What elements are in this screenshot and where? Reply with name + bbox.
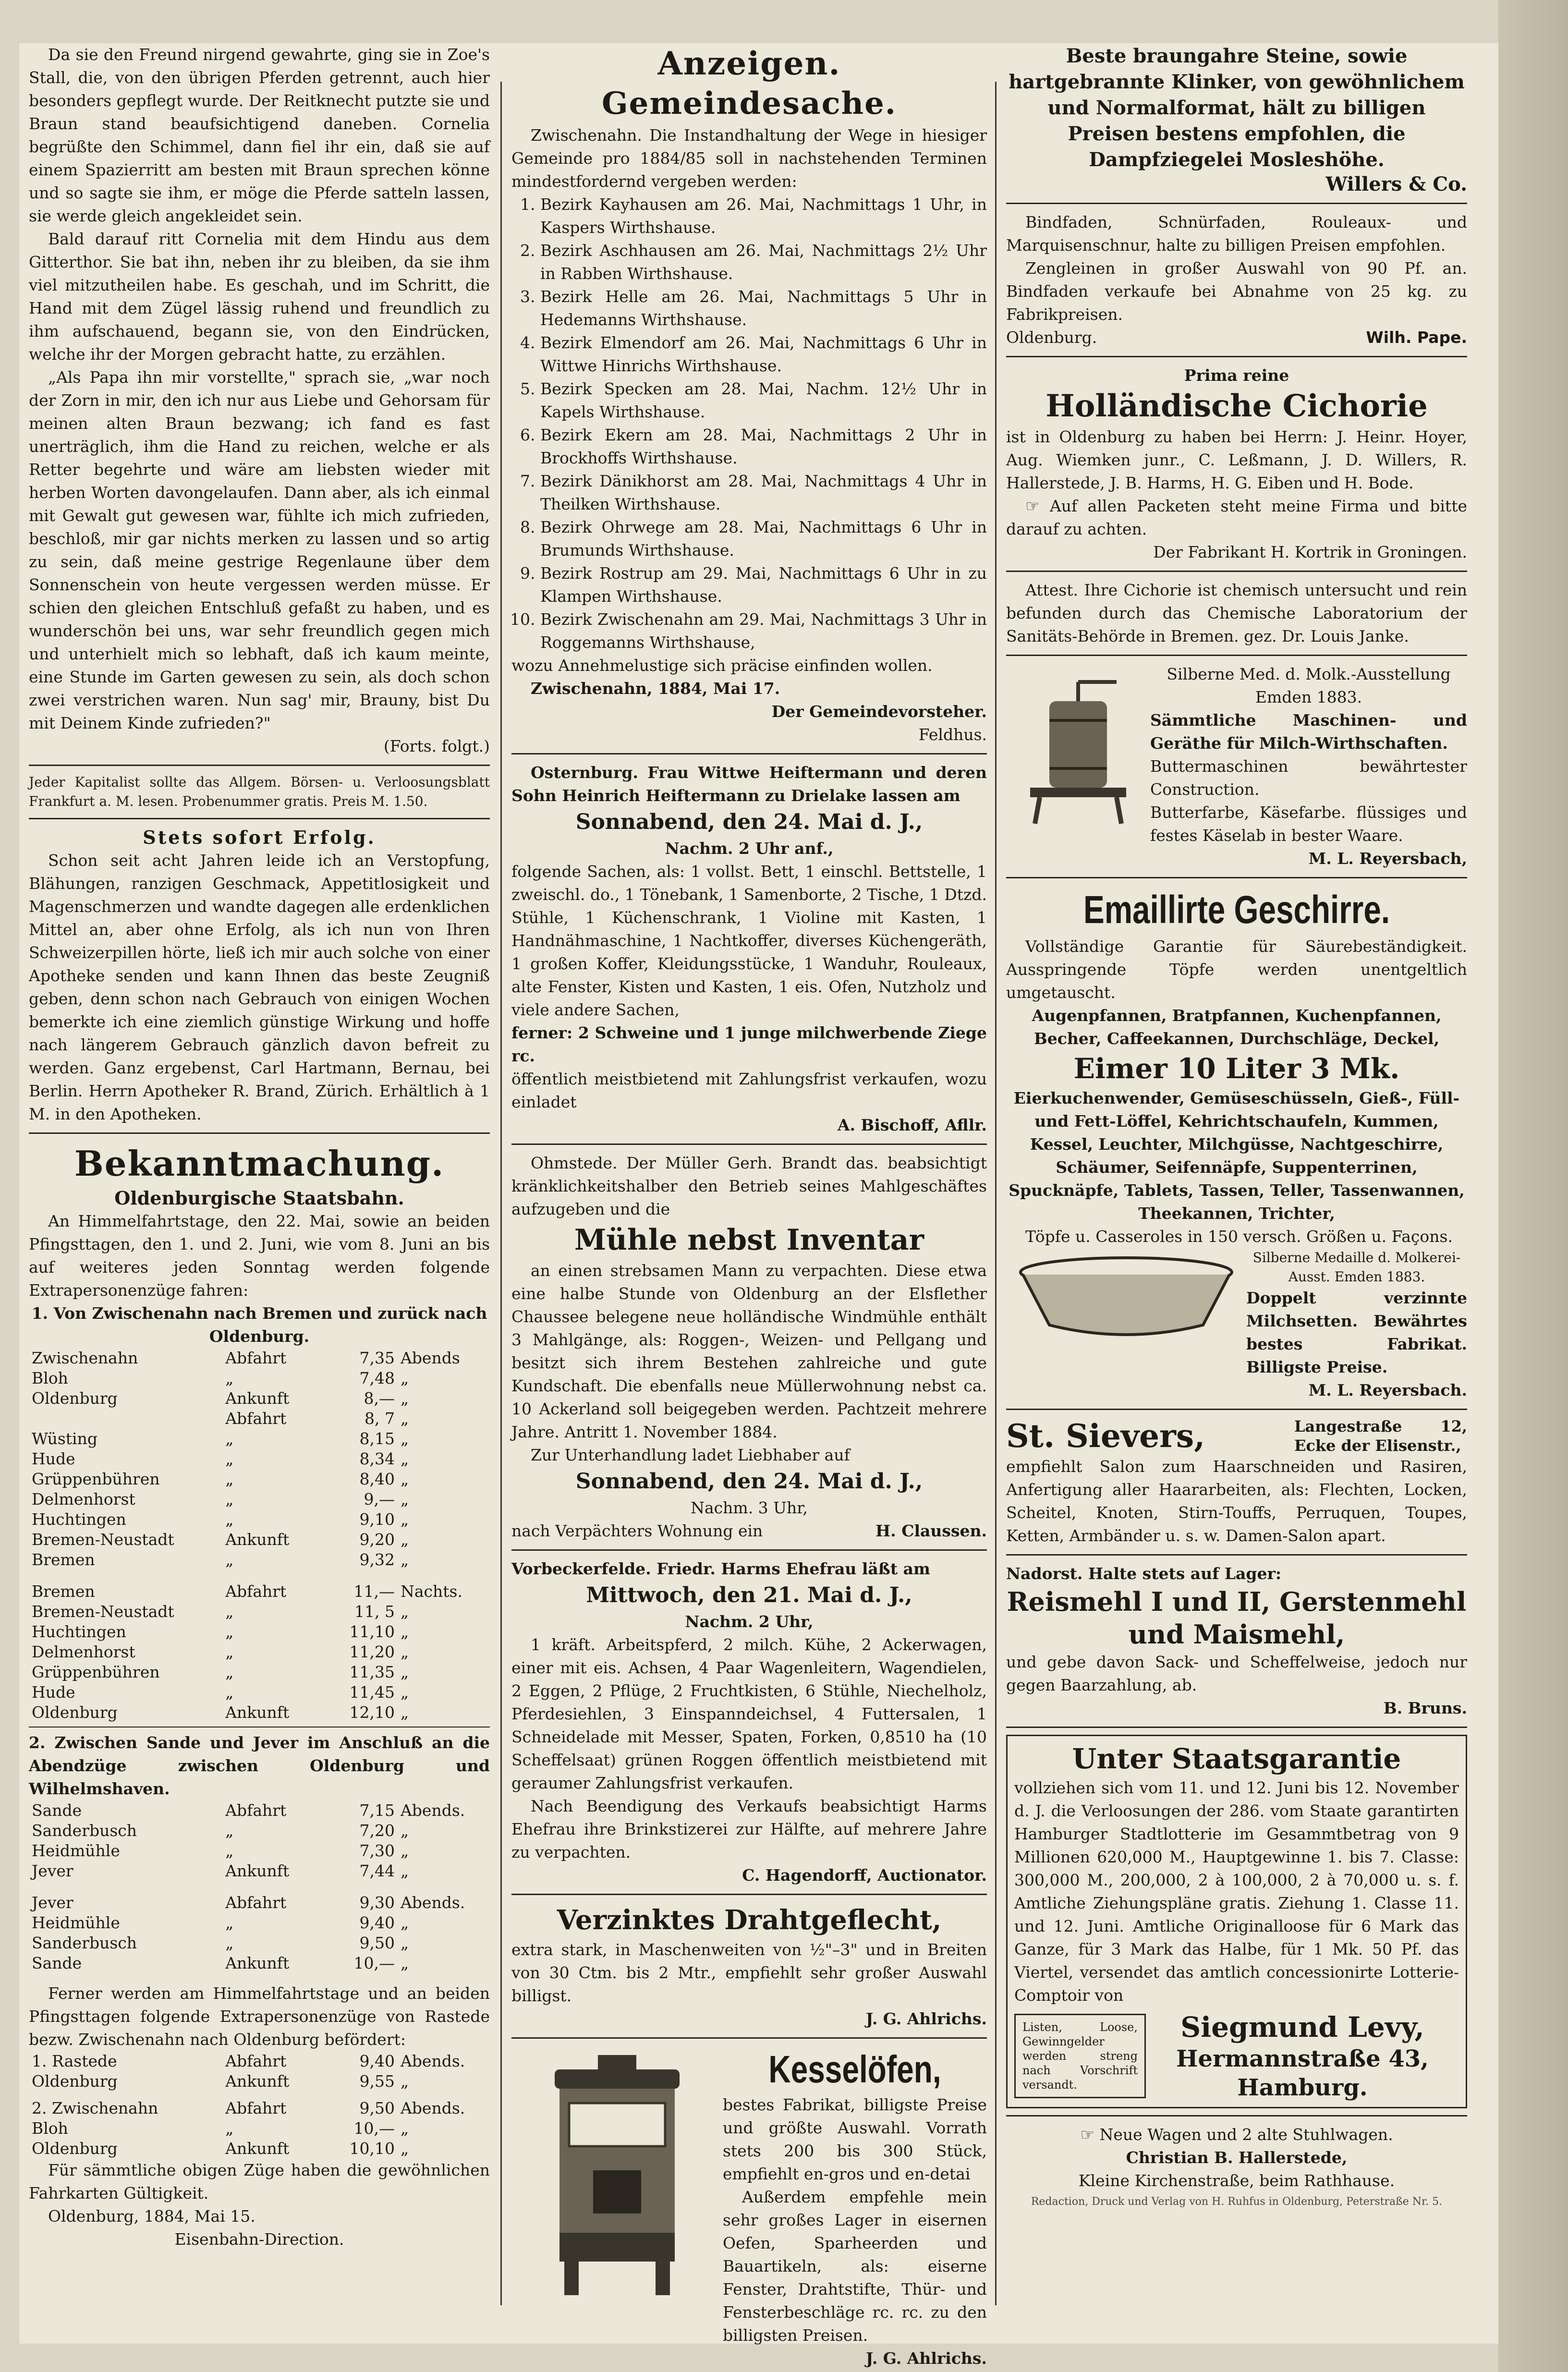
- route-1-heading: 1. Von Zwischenahn nach Bremen und zurück nach Oldenburg.: [31, 1304, 487, 1346]
- gemeindesache-title: Gemeindesache.: [601, 85, 897, 122]
- timetable-cell: Huchtingen: [32, 1622, 126, 1641]
- draht-text: extra stark, in Maschenweiten von ½"–3" und in Breiten von 30 Ctm. bis 2 Mtr., empfiehlt sehr großer Auswahl billigst.: [511, 1940, 987, 2005]
- gemeindesache-name: Feldhus.: [918, 725, 987, 744]
- timetable-cell: „: [400, 1602, 409, 1621]
- timetable-cell: „: [225, 1934, 234, 1952]
- timetable-cell: „: [400, 1530, 409, 1549]
- timetable-cell: Abends.: [400, 1801, 465, 1820]
- timetable-row: [29, 1662, 490, 1682]
- draht-title: Verzinktes Drahtgeflecht,: [557, 1904, 942, 1936]
- bekanntmachung-signature: Eisenbahn-Direction.: [174, 2230, 344, 2249]
- timetable-row: [29, 1530, 490, 1550]
- timetable-cell: 1. Rastede: [32, 2052, 117, 2070]
- timetable-cell: 8, 7: [364, 1409, 395, 1428]
- timetable-row: [29, 1682, 490, 1703]
- timetable-cell: „: [400, 1821, 409, 1840]
- timetable-cell: 9,50: [359, 2099, 395, 2117]
- email-t1: Doppelt verzinnte Milchsetten. Bewährtes bestes Fabrikat. Billigste Preise.: [1246, 1289, 1467, 1376]
- ad-vorbeckerfelde: [511, 1557, 987, 1887]
- butter-churn-icon: [1016, 672, 1141, 826]
- timetable-cell: Zwischenahn: [32, 1349, 138, 1367]
- timetable-cell: 10,—: [353, 2119, 395, 2138]
- ad-bindfaden: [1006, 211, 1467, 349]
- vorbeck-note: Nach Beendigung des Verkaufs beabsichtigt Harms Ehefrau ihre Brinkstizerei zur Hälfte, auf mehrere Jahre zu verpachten.: [511, 1797, 987, 1861]
- timetable-cell: Ankunft: [225, 2139, 290, 2158]
- timetable-cell: Nachts.: [400, 1582, 462, 1601]
- timetable-cell: Ankunft: [225, 1703, 290, 1722]
- timetable-row: [29, 2139, 490, 2159]
- gemeindesache-sign: Der Gemeindevorsteher.: [771, 702, 987, 721]
- timetable-row: [29, 1622, 490, 1642]
- timetable-cell: Sanderbusch: [32, 1821, 137, 1840]
- column-3: [1006, 43, 1467, 2344]
- timetable-cell: 11,45: [349, 1683, 395, 1702]
- story-continued: (Forts. folgt.): [383, 737, 490, 755]
- bekanntmachung: [29, 1141, 490, 2251]
- timetable-cell: [29, 1409, 222, 1429]
- anzeigen-heading: Anzeigen.: [657, 45, 841, 82]
- timetable-row: [29, 1509, 490, 1530]
- timetable-2: [29, 1581, 490, 1723]
- timetable-cell: „: [400, 1470, 409, 1488]
- email-list-2: Eierkuchenwender, Gemüseschüsseln, Gieß-, Füll- und Fett-Löffel, Kehrichtschaufeln, Kummen, Kessel, Leuchter, Milchgüsse, Nachtgeschirre, Schäumer, Seifennäpfe, Suppenterrinen, Spucknäpfe, Tablets, Tassen, Teller, Tassenwannen, Theekannen, Trichter,: [1009, 1089, 1465, 1223]
- timetable-cell: 7,44: [359, 1861, 395, 1880]
- milch-sign: M. L. Reyersbach,: [1308, 849, 1467, 868]
- kessel-text-1: bestes Fabrikat, billigste Preise und größte Auswahl. Vorrath stets 200 bis 300 Stück, empfiehlt en-gros und en-detai: [723, 2095, 987, 2183]
- ad-wagen: [1006, 2123, 1467, 2192]
- timetable-row: [29, 2118, 490, 2139]
- osternburg-time: Nachm. 2 Uhr anf.,: [665, 839, 834, 858]
- timetable-cell: 10,—: [353, 1954, 395, 1972]
- timetable-row: [29, 2071, 490, 2092]
- column-1: [29, 43, 490, 2344]
- timetable-row: [29, 1703, 490, 1723]
- timetable-cell: Oldenburg: [32, 2072, 118, 2091]
- timetable-cell: 8,40: [359, 1470, 395, 1488]
- ad-reismehl: [1006, 1562, 1467, 1720]
- osternburg-head: Osternburg. Frau Wittwe Heiftermann und deren Sohn Heinrich Heiftermann zu Drielake lassen am: [511, 763, 987, 805]
- imprint-footer: Redaction, Druck und Verlag von H. Ruhfus in Oldenburg, Peterstraße Nr. 5.: [1031, 2196, 1443, 2208]
- timetable-cell: Bremen: [32, 1550, 95, 1569]
- timetable-cell: 8,—: [364, 1389, 395, 1408]
- lotto-box: Listen, Loose, Gewinngelder werden streng nach Vorschrift versandt.: [1014, 2014, 1146, 2098]
- timetable-cell: Hude: [32, 1683, 75, 1702]
- timetable-cell: Bremen-Neustadt: [32, 1530, 174, 1549]
- timetable-cell: „: [400, 1841, 409, 1860]
- timetable-cell: „: [225, 1663, 234, 1681]
- timetable-cell: „: [400, 1622, 409, 1641]
- lotto-name: Siegmund Levy,: [1180, 2011, 1424, 2044]
- kessel-sign: J. G. Ahlrichs.: [865, 2349, 987, 2368]
- stove-illustration: [511, 2045, 723, 2305]
- kessel-title: Kesselöfen,: [768, 2048, 941, 2091]
- timetable-row: [29, 1800, 490, 1821]
- reis-head: Nadorst. Halte stets auf Lager:: [1006, 1564, 1282, 1583]
- bind-text-2: Zengleinen in großer Auswahl von 90 Pf. an. Bindfaden verkaufe bei Abnahme von 25 kg. zu Fabrikpreisen.: [1006, 259, 1467, 324]
- timetable-cell: „: [225, 1913, 234, 1932]
- story-paragraph: „Als Papa ihn mir vorstellte," sprach sie, „war noch der Zorn in mir, den ich nur aus Liebe und Gehorsam für meinen alten Braun bezwang; ich fand es fast unerträglich, ihm die Hand zu reichen, welche er als Retter begehrte und wäre am liebsten wieder mit herben Worten davongelaufen. Dann aber, als ich einmal mit Gewalt gut gewesen war, fühlte ich mich zufrieden, beschloß, mir gar nichts merken zu lassen und so artig zu sein, daß meine gestrige Regenlaune über dem Sonnenschein von heute vergessen werden müsse. Er schien den gleichen Entschluß gefaßt zu haben, und es wunderschön bei uns, war sehr freundlich gegen mich und unterhielt mich so lebhaft, daß ich kaum meinte, eine Stunde im Garten gewesen zu sein, als doch schon zwei verstrichen waren. Nun sag' mir, Brauny, bist Du mit Deinem Kinde zufrieden?": [29, 368, 490, 732]
- timetable-cell: Ankunft: [225, 1954, 290, 1972]
- wagen-address: Kleine Kirchenstraße, beim Rathhause.: [1078, 2171, 1395, 2190]
- termin-item: 9. Bezirk Rostrup am 29. Mai, Nachmittags 6 Uhr in zu Klampen Wirthshause.: [540, 562, 987, 608]
- lotto-street: Hermannstraße 43,: [1176, 2045, 1429, 2072]
- timetable-cell: „: [225, 1470, 234, 1488]
- timetable-cell: Abends.: [400, 2052, 465, 2070]
- route-2-heading: 2. Zwischen Sande und Jever im Anschluß an die Abendzüge zwischen Oldenburg und Wilhelmshaven.: [29, 1733, 490, 1798]
- vorbeck-date: Mittwoch, den 21. Mai d. J.,: [586, 1583, 912, 1607]
- timetable-cell: „: [400, 1510, 409, 1529]
- timetable-cell: 11, 5: [354, 1602, 395, 1621]
- timetable-cell: 7,20: [359, 1821, 395, 1840]
- osternburg-date: Sonnabend, den 24. Mai d. J.,: [575, 810, 923, 834]
- ad-muehle: [511, 1152, 987, 1543]
- steine-text: Beste braungahre Steine, sowie hartgebrannte Klinker, von gewöhnlichem und Normalformat, hält zu billigen Preisen bestens empfohlen, die Dampfziegelei Mosleshöhe.: [1009, 45, 1465, 171]
- timetable-row: [29, 2051, 490, 2071]
- timetable-cell: 9,30: [359, 1893, 395, 1912]
- timetable-cell: „: [400, 1369, 409, 1387]
- timetable-cell: „: [225, 1602, 234, 1621]
- attest-text: Attest. Ihre Cichorie ist chemisch untersucht und rein befunden durch das Chemische Laboratorium der Sanitäts-Behörde in Bremen. gez. Dr. Louis Janke.: [1006, 581, 1467, 645]
- timetable-row: [29, 1581, 490, 1602]
- extra-trains-text: Ferner werden am Himmelfahrtstage und an beiden Pfingsttagen folgende Extrapersonenzüge von Rastede bezw. Zwischenahn nach Oldenburg befördert:: [29, 1984, 490, 2049]
- timetable-cell: „: [225, 1642, 234, 1661]
- boersenblatt-notice: Jeder Kapitalist sollte das Allgem. Börsen- u. Verloosungsblatt Frankfurt a. M. lesen. Probenummer gratis. Preis M. 1.50.: [29, 774, 490, 809]
- validity-note: Für sämmtliche obigen Züge haben die gewöhnlichen Fahrkarten Gültigkeit.: [29, 2161, 490, 2202]
- lotto-city: Hamburg.: [1237, 2074, 1368, 2101]
- timetable-cell: 7,35: [359, 1349, 395, 1367]
- timetable-cell: Jever: [32, 1861, 73, 1880]
- timetable-cell: „: [400, 1389, 409, 1408]
- bekanntmachung-date: Oldenburg, 1884, Mai 15.: [48, 2207, 255, 2226]
- cichorie-text: ist in Oldenburg zu haben bei Herrn: J. Heinr. Hoyer, Aug. Wiemken junr., C. Leßmann, J. D. Willers, R. Hallerstede, J. B. Harms, H. G. Eiben und H. Bode.: [1006, 427, 1467, 492]
- timetable-cell: Abends: [400, 1349, 460, 1367]
- muehle-text: an einen strebsamen Mann zu verpachten. Diese etwa eine halbe Stunde von Oldenburg an der Elsflether Chaussee belegene neue holländische Windmühle enthält 3 Mahlgänge, als: Roggen-, Weizen- und Pellgang und besitzt sich ihrem Bestehen zahlreiche und gute Kundschaft. Die ebenfalls neue Müllerwohnung nebst ca. 10 Ackerland soll beigegeben werden. Pachtzeit mehrere Jahre. Antritt 1. November 1884.: [511, 1261, 987, 1441]
- timetable-cell: Huchtingen: [32, 1510, 126, 1529]
- timetable-cell: Grüppenbühren: [32, 1663, 160, 1681]
- timetable-cell: Heidmühle: [32, 1913, 120, 1932]
- gemeindesache-intro: Zwischenahn. Die Instandhaltung der Wege in hiesiger Gemeinde pro 1884/85 soll in nachstehenden Terminen mindestfordernd vergeben werden:: [511, 126, 987, 191]
- bekanntmachung-title: Bekanntmachung.: [74, 1143, 445, 1184]
- timetable-cell: Jever: [32, 1893, 73, 1912]
- timetable-cell: Oldenburg: [32, 1389, 118, 1408]
- timetable-cell: „: [225, 1510, 234, 1529]
- ad-cichorie: [1006, 364, 1467, 564]
- timetable-cell: „: [400, 1934, 409, 1952]
- termin-list: [511, 193, 987, 654]
- timetable-row: [29, 1861, 490, 1881]
- email-sizes: Töpfe u. Casseroles in 150 versch. Größen u. Façons.: [1025, 1227, 1453, 1246]
- timetable-cell: Wüsting: [32, 1429, 97, 1448]
- cichorie-pre: Prima reine: [1184, 366, 1289, 385]
- timetable-cell: Abfahrt: [225, 1349, 287, 1367]
- timetable-cell: Ankunft: [225, 2072, 290, 2091]
- timetable-row: [29, 1449, 490, 1469]
- timetable-cell: 9,20: [359, 1530, 395, 1549]
- timetable-cell: 8,15: [359, 1429, 395, 1448]
- column-rule-1: [500, 82, 502, 2305]
- draht-sign: J. G. Ahlrichs.: [865, 2009, 987, 2028]
- timetable-cell: Abfahrt: [225, 2052, 287, 2070]
- lotto-text: vollziehen sich vom 11. und 12. Juni bis 12. November d. J. die Verloosungen der 286. vom Staate garantirten Hamburger Stadtlotterie im Gesammtbetrag von 9 Millionen 620,000 M., Hauptgewinne 1. bis 7. Classe: 300,000 M., 200,000, 2 à 100,000, 2 à 70,000 u. s. f. Amtliche Ziehungspläne gratis. Ziehung 1. Classe 11. und 12. Juni. Amtliche Originalloose für 6 Mark das Ganze, für 3 Mark das Halbe, für 1 Mk. 50 Pf. das Viertel, versendet das amtlich concessionirte Lotterie-Comptoir von: [1014, 1778, 1459, 2005]
- email-sign: M. L. Reyersbach.: [1308, 1381, 1467, 1399]
- muehle-head: Ohmstede. Der Müller Gerh. Brandt das. beabsichtigt kränklichkeitshalber den Betrieb seines Mahlgeschäftes aufzugeben und die: [511, 1154, 987, 1218]
- timetable-cell: Bremen-Neustadt: [32, 1602, 174, 1621]
- timetable-cell: Sanderbusch: [32, 1934, 137, 1952]
- timetable-cell: „: [400, 1409, 409, 1428]
- cichorie-sign: Der Fabrikant H. Kortrik in Groningen.: [1153, 543, 1467, 561]
- muehle-time: Nachm. 3 Uhr,: [691, 1498, 808, 1517]
- timetable-cell: „: [225, 1841, 234, 1860]
- bind-sign: Wilh. Pape.: [1366, 328, 1467, 347]
- timetable-cell: „: [400, 1954, 409, 1972]
- timetable-4: [29, 1893, 490, 1973]
- timetable-cell: 11,20: [349, 1642, 395, 1661]
- timetable-cell: 7,48: [359, 1369, 395, 1387]
- sievers-name: St. Sievers,: [1006, 1417, 1205, 1455]
- milch-text-2: Buttermaschinen bewährtester Construction.: [1150, 757, 1467, 799]
- timetable-cell: „: [225, 1490, 234, 1508]
- kessel-text-2: Außerdem empfehle mein sehr großes Lager in eisernen Oefen, Sparheerden und Bauartikeln, als: eiserne Fenster, Drahtstifte, Thür- und Fensterbeschläge rc. rc. zu den billigsten Preisen.: [723, 2188, 987, 2345]
- email-list: Augenpfannen, Bratpfannen, Kuchenpfannen, Becher, Caffeekannen, Durchschläge, Deckel,: [1032, 1006, 1442, 1048]
- ad-lotterie: [1006, 1735, 1467, 2108]
- timetable-row: [29, 1893, 490, 1913]
- timetable-cell: „: [225, 1683, 234, 1702]
- timetable-row: [29, 1489, 490, 1509]
- timetable-cell: 7,30: [359, 1841, 395, 1860]
- reis-title: Reismehl I und II, Gerstenmehl und Maismehl,: [1007, 1586, 1467, 1650]
- email-big: Eimer 10 Liter 3 Mk.: [1073, 1052, 1400, 1085]
- timetable-cell: „: [225, 1449, 234, 1468]
- vorbeck-head: Vorbeckerfelde. Friedr. Harms Ehefrau läßt am: [511, 1559, 930, 1578]
- timetable-cell: Abends.: [400, 2099, 465, 2117]
- timetable-cell: „: [400, 2072, 409, 2091]
- timetable-row: [29, 1642, 490, 1662]
- timetable-cell: „: [400, 1490, 409, 1508]
- ad-kesseloefen: [511, 2045, 987, 2370]
- termin-item: 4. Bezirk Elmendorf am 26. Mai, Nachmittags 6 Uhr in Wittwe Hinrichs Wirthshause.: [540, 331, 987, 377]
- timetable-cell: 11,10: [349, 1622, 395, 1641]
- gemeindesache-date: Zwischenahn, 1884, Mai 17.: [531, 679, 780, 698]
- cichorie-title: Holländische Cichorie: [1045, 388, 1428, 424]
- milch-medal: Silberne Med. d. Molk.-Ausstellung Emden 1883.: [1167, 665, 1451, 706]
- timetable-cell: „: [225, 1622, 234, 1641]
- timetable-cell: „: [400, 1861, 409, 1880]
- timetable-cell: 9,50: [359, 1934, 395, 1952]
- milch-text-3: Butterfarbe, Käsefarbe. flüssiges und festes Käselab in bester Waare.: [1150, 803, 1467, 845]
- timetable-row: [29, 1550, 490, 1570]
- timetable-cell: Bloh: [32, 2119, 68, 2138]
- timetable-row: [29, 1602, 490, 1622]
- email-medal: Silberne Medaille d. Molkerei-Ausst. Emden 1883.: [1252, 1250, 1461, 1285]
- timetable-cell: „: [400, 1642, 409, 1661]
- timetable-cell: 9,—: [364, 1490, 395, 1508]
- bind-footer: [1006, 326, 1467, 349]
- timetable-cell: 9,32: [359, 1550, 395, 1569]
- timetable-row: [29, 1953, 490, 1973]
- vorbeck-sign: C. Hagendorff, Auctionator.: [742, 1866, 987, 1885]
- termin-item: 10. Bezirk Zwischenahn am 29. Mai, Nachmittags 3 Uhr in Roggemanns Wirthshause,: [540, 608, 987, 654]
- timetable-cell: 2. Zwischenahn: [32, 2099, 158, 2117]
- osternburg-sign: A. Bischoff, Afllr.: [837, 1116, 987, 1134]
- termin-item: 5. Bezirk Specken am 28. Mai, Nachm. 12½ Uhr in Kapels Wirthshause.: [540, 377, 987, 424]
- timetable-cell: Ankunft: [225, 1530, 290, 1549]
- sievers-head: [1006, 1417, 1467, 1455]
- muehle-title: Mühle nebst Inventar: [574, 1223, 924, 1257]
- muehle-place: nach Verpächters Wohnung ein: [511, 1521, 763, 1540]
- timetable-cell: 10,10: [349, 2139, 395, 2158]
- ad-sievers: [1006, 1417, 1467, 1547]
- sievers-address: Langestraße 12, Ecke der Elisenstr.,: [1294, 1417, 1467, 1455]
- timetable-cell: „: [400, 1429, 409, 1448]
- timetable-3: [29, 1800, 490, 1881]
- timetable-cell: Abfahrt: [225, 1582, 287, 1601]
- timetable-cell: 9,40: [359, 1913, 395, 1932]
- timetable-cell: 11,35: [349, 1663, 395, 1681]
- milk-pan-illustration: [1006, 1248, 1246, 1344]
- timetable-row: [29, 1933, 490, 1953]
- timetable-row: [29, 1368, 490, 1388]
- timetable-row: [29, 1348, 490, 1368]
- timetable-cell: 12,10: [349, 1703, 395, 1722]
- ad-drahtgeflecht: [511, 1902, 987, 2031]
- timetable-cell: 7,15: [359, 1801, 395, 1820]
- muehle-invite: Zur Unterhandlung ladet Liebhaber auf: [531, 1446, 850, 1464]
- timetable-cell: Bloh: [32, 1369, 68, 1387]
- timetable-cell: „: [225, 2119, 234, 2138]
- muehle-sign: H. Claussen.: [875, 1521, 987, 1540]
- steine-sign: Willers & Co.: [1325, 173, 1467, 195]
- timetable-cell: „: [400, 1663, 409, 1681]
- ad-title: Stets sofort Erfolg.: [143, 827, 376, 848]
- column-2: [511, 43, 987, 2368]
- timetable-cell: Oldenburg: [32, 1703, 118, 1722]
- timetable-cell: „: [225, 1429, 234, 1448]
- osternburg-closing: öffentlich meistbietend mit Zahlungsfrist verkaufen, wozu einladet: [511, 1070, 987, 1111]
- timetable-cell: „: [225, 1821, 234, 1840]
- timetable-1: [29, 1348, 490, 1570]
- termin-item: 1. Bezirk Kayhausen am 26. Mai, Nachmittags 1 Uhr, in Kaspers Wirthshause.: [540, 193, 987, 239]
- timetable-cell: Delmenhorst: [32, 1490, 135, 1508]
- timetable-cell: „: [400, 1913, 409, 1932]
- termin-item: 6. Bezirk Ekern am 28. Mai, Nachmittags 2 Uhr in Brockhoffs Wirthshause.: [540, 424, 987, 470]
- timetable-cell: Abfahrt: [225, 2099, 287, 2117]
- timetable-row: [29, 1913, 490, 1933]
- timetable-cell: Ankunft: [225, 1389, 290, 1408]
- vorbeck-time: Nachm. 2 Uhr,: [685, 1612, 814, 1631]
- wagen-sign: Christian B. Hallerstede,: [1126, 2148, 1348, 2167]
- muehle-date: Sonnabend, den 24. Mai d. J.,: [575, 1469, 923, 1494]
- page-edge: [1498, 0, 1568, 2372]
- gemeindesache-closing: wozu Annehmelustige sich präcise einfinden wollen.: [511, 656, 933, 675]
- ad-osternburg: [511, 761, 987, 1137]
- timetable-6: [29, 2098, 490, 2159]
- lotto-title: Unter Staatsgarantie: [1072, 1742, 1401, 1775]
- column-rule-2: [995, 82, 997, 2305]
- timetable-cell: „: [400, 1550, 409, 1569]
- email-intro: Vollständige Garantie für Säurebeständigkeit. Ausspringende Töpfe werden unentgeltlich umgetauscht.: [1006, 937, 1467, 1002]
- timetable-cell: „: [400, 1449, 409, 1468]
- timetable-cell: Grüppenbühren: [32, 1470, 160, 1488]
- cichorie-note: ☞ Auf allen Packeten steht meine Firma und bitte darauf zu achten.: [1006, 497, 1467, 538]
- ad-gemeindesache: [511, 84, 987, 746]
- vorbeck-text: 1 kräft. Arbeitspferd, 2 milch. Kühe, 2 Ackerwagen, einer mit eis. Achsen, 4 Paar Wagenleitern, Wagendielen, 2 Eggen, 2 Pflüge, 2 Fruchtkisten, 6 Stühle, Niechelholz, Pferdesiehlen, 3 Einspanndeichsel, 4 Futtersalen, 1 Schneidelade mit Messer, Spaten, Forken, 0,8510 ha (10 Scheffelsaat) grünen Roggen öffentlich meistbietend mit geraumer Zahlungsfrist verkaufen.: [511, 1635, 987, 1792]
- termin-item: 3. Bezirk Helle am 26. Mai, Nachmittags 5 Uhr in Hedemanns Wirthshause.: [540, 285, 987, 331]
- timetable-cell: 9,55: [359, 2072, 395, 2091]
- ad-milch: [1006, 663, 1467, 870]
- timetable-row: [29, 1469, 490, 1489]
- ad-steine: [1006, 43, 1467, 196]
- story-paragraph: Da sie den Freund nirgend gewahrte, ging sie in Zoe's Stall, die, von den übrigen Pferden getrennt, auch hier besonders gepflegt wurde. Der Reitknecht putzte sie und Braun stand beaufsichtigend daneben. Cornelia begrüßte den Schimmel, dann fiel ihr ein, daß sie auf einem Spazierritt am besten mit Braun sprechen könne und so sagte sie ihm, er möge die Pferde satteln lassen, sie werde gleich angekleidet sein.: [29, 45, 490, 225]
- wagen-text: ☞ Neue Wagen und 2 alte Stuhlwagen.: [1080, 2125, 1393, 2144]
- timetable-cell: Oldenburg: [32, 2139, 118, 2158]
- reis-text: und gebe davon Sack- und Scheffelweise, jedoch nur gegen Baarzahlung, ab.: [1006, 1653, 1467, 1694]
- reis-sign: B. Bruns.: [1383, 1699, 1467, 1717]
- timetable-row: [29, 1821, 490, 1841]
- timetable-cell: Abfahrt: [225, 1801, 287, 1820]
- timetable-cell: Delmenhorst: [32, 1642, 135, 1661]
- timetable-cell: „: [400, 1703, 409, 1722]
- email-title: Emaillirte Geschirre.: [1083, 888, 1390, 932]
- muehle-footer: [511, 1520, 987, 1543]
- timetable-cell: Abfahrt: [225, 1893, 287, 1912]
- osternburg-text: folgende Sachen, als: 1 vollst. Bett, 1 einschl. Bettstelle, 1 zweischl. do., 1 Tönebank, 1 Samenborte, 2 Tische, 1 Dtzd. Stühle, 1 Küchenschrank, 1 Violine mit Kasten, 1 Handnähmaschine, 1 Nachtkoffer, diverses Küchengeräth, 1 großen Koffer, Kleidungsstücke, 1 Wanduhr, Rouleaux, alte Fenster, Kisten und Kasten, 1 eis. Ofen, Nutzholz und viele andere Sachen,: [511, 862, 987, 1019]
- bind-place: Oldenburg.: [1006, 328, 1097, 347]
- bekanntmachung-subtitle: Oldenburgische Staatsbahn.: [114, 1187, 404, 1209]
- timetable-row: [29, 1388, 490, 1409]
- sievers-text: empfiehlt Salon zum Haarschneiden und Rasiren, Anfertigung aller Haararbeiten, als: Flechten, Locken, Scheitel, Knoten, Stirn-Touffs, Perruquen, Toupes, Ketten, Armbänder u. s. w. Damen-Salon apart.: [1006, 1457, 1467, 1545]
- timetable-cell: 11,—: [353, 1582, 395, 1601]
- timetable-cell: Abends.: [400, 1893, 465, 1912]
- termin-item: 7. Bezirk Dänikhorst am 28. Mai, Nachmittags 4 Uhr in Theilken Wirthshause.: [540, 470, 987, 516]
- timetable-cell: „: [400, 2139, 409, 2158]
- timetable-row: [29, 1429, 490, 1449]
- timetable-cell: Hude: [32, 1449, 75, 1468]
- story-paragraph: Bald darauf ritt Cornelia mit dem Hindu aus dem Gitterthor. Sie bat ihn, neben ihr zu bleiben, da sie ihm viel mitzutheilen habe. Es geschah, und im Schritt, die Hand mit dem Zügel lässig ruhend und freundlich zu ihm aufschauend, begann sie, von den Eindrücken, welche ihr der Morgen gebracht hatte, zu erzählen.: [29, 230, 490, 364]
- timetable-cell: 9,40: [359, 2052, 395, 2070]
- timetable-cell: Abfahrt: [225, 1409, 287, 1428]
- bind-text: Bindfaden, Schnürfaden, Rouleaux- und Marquisenschnur, halte zu billigen Preisen empfohlen.: [1006, 213, 1467, 255]
- ad-schweizerpillen: [29, 826, 490, 1126]
- timetable-cell: „: [225, 1369, 234, 1387]
- serial-story: [29, 43, 490, 758]
- osternburg-extra: ferner: 2 Schweine und 1 junge milchwerbende Ziege rc.: [511, 1023, 987, 1065]
- milk-pan-icon: [1016, 1253, 1237, 1339]
- timetable-cell: Heidmühle: [32, 1841, 120, 1860]
- termin-item: 2. Bezirk Aschhausen am 26. Mai, Nachmittags 2½ Uhr in Rabben Wirthshause.: [540, 239, 987, 285]
- timetable-cell: Ankunft: [225, 1861, 290, 1880]
- timetable-cell: „: [225, 1550, 234, 1569]
- timetable-cell: „: [400, 2119, 409, 2138]
- timetable-cell: Sande: [32, 1801, 82, 1820]
- ad-emaillirte: [1006, 885, 1467, 1402]
- timetable-row: [29, 1409, 490, 1429]
- timetable-cell: Bremen: [32, 1582, 95, 1601]
- timetable-cell: „: [400, 1683, 409, 1702]
- timetable-row: [29, 1841, 490, 1861]
- kettle-stove-icon: [526, 2050, 708, 2300]
- timetable-cell: 9,10: [359, 1510, 395, 1529]
- timetable-cell: 8,34: [359, 1449, 395, 1468]
- timetable-5: [29, 2051, 490, 2092]
- ad-text: Schon seit acht Jahren leide ich an Verstopfung, Blähungen, ranzigen Geschmack, Appetitlosigkeit und Magenschmerzen und wandte dagegen alle erdenklichen Mittel an, aber ohne Erfolg, als ich nun von Ihren Schweizerpillen hörte, ließ ich mir auch solche von einer Apotheke senden und kann Ihnen das beste Zeugniß geben, denn schon nach Gebrauch von einigen Wochen bemerkte ich eine ziemlich günstige Wirkung und hoffe nach längerem Gebrauch gänzlich davon befreit zu werden. Ganz ergebenst, Carl Hartmann, Bernau, bei Berlin. Herrn Apotheker R. Brand, Zürich. Erhältlich à 1 M. in den Apotheken.: [29, 851, 490, 1123]
- milch-text: Sämmtliche Maschinen- und Geräthe für Milch-Wirthschaften.: [1150, 711, 1467, 753]
- timetable-cell: Sande: [32, 1954, 82, 1972]
- timetable-row: [29, 2098, 490, 2118]
- bekanntmachung-intro: An Himmelfahrtstage, den 22. Mai, sowie an beiden Pfingsttagen, den 1. und 2. Juni, wie vom 8. Juni an bis auf weiteres jeden Sonntag werden folgende Extrapersonenzüge fahren:: [29, 1212, 490, 1300]
- termin-item: 8. Bezirk Ohrwege am 28. Mai, Nachmittags 6 Uhr in Brumunds Wirthshause.: [540, 516, 987, 562]
- butter-churn-illustration: [1006, 663, 1150, 836]
